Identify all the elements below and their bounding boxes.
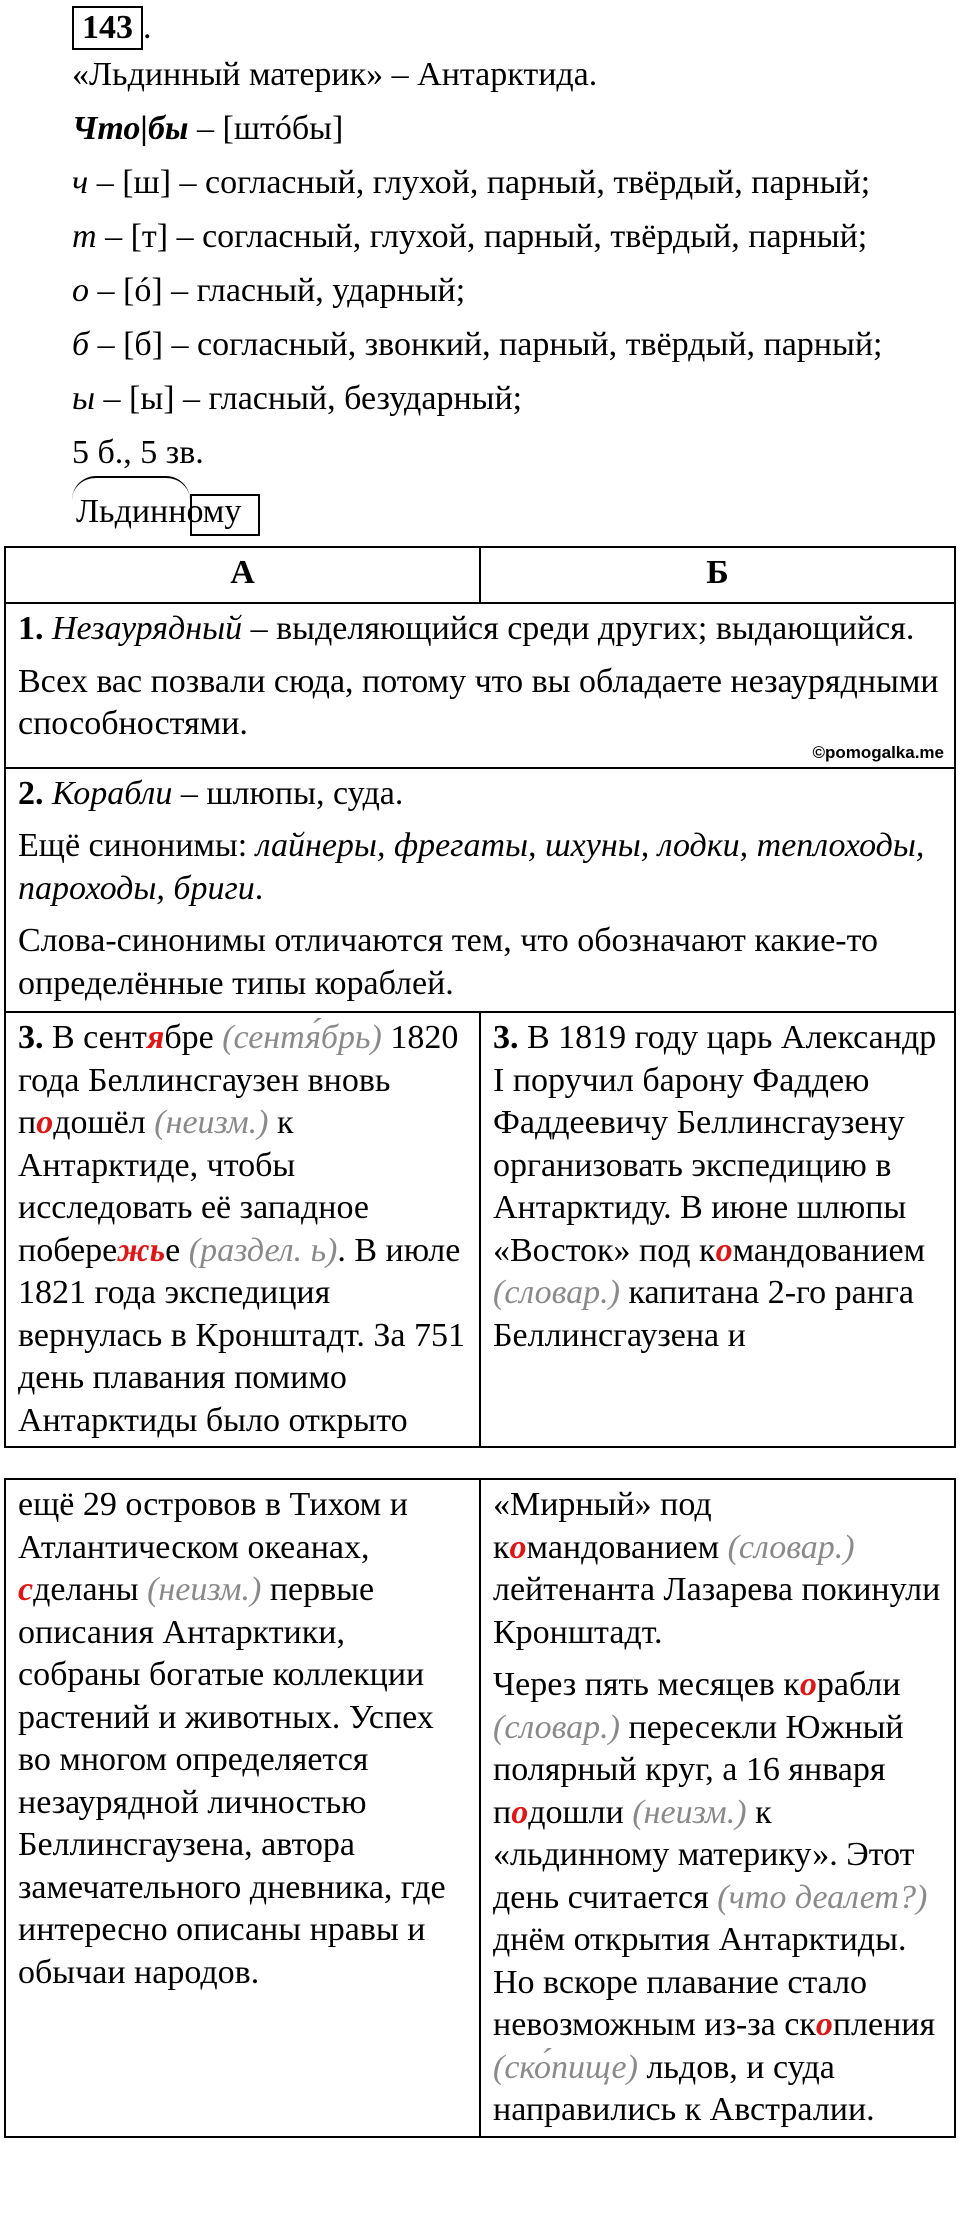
col-header-a: А: [5, 547, 480, 603]
line-word-split: Что|бы – [штóбы]: [72, 110, 344, 147]
task-table-part2: [4, 1478, 956, 2138]
col-header-b: Б: [480, 547, 955, 603]
exercise-header: 143 . «Льдинный материк» – Антарктида. Что|бы – [штóбы] ч – [ш] – согласный, глухой, парный, твёрдый, парный; т – [т] – согласный, глухой, парный, твёрдый, парный; о – [ó] – гласный, ударный; б – [б] – согласный, звонкий, парный, твёрдый, парный; ы – [ы] – гласный, безударный; 5 б., 5 зв.: [72, 0, 952, 480]
row-1-example: Всех вас позвали сюда, потому что вы обладаете незаурядными способностями.: [18, 662, 939, 742]
line-letter-ch: ч – [ш] – согласный, глухой, парный, твёрдый, парный;: [72, 164, 871, 201]
row-4-col-b: «Мирный» под командованием (словар.) лейтенанта Лазарева покинули Кронштадт. Через пять месяцев корабли (словар.) пересекли Южный полярный круг, а 16 января подошли (неизм.) к «льдинному материку». Этот день считается (что деалет?) днём открытия Антарктиды. Но вскоре плавание стало невозможным из-за скопления (ско́пище) льдов, и суда направились к Австралии.: [480, 1479, 955, 2137]
morph-word: Льдинному: [76, 493, 242, 530]
row-3-col-a: 3. В сентябре (сентя́брь) 1820 года Беллинсгаузен вновь подошёл (неизм.) к Антарктиде, чтобы исследовать её западное побережье (раздел. ь). В июле 1821 года экспедиция вернулась в Кронштадт. За 751 день плавания помимо Антарктиды было открыто: [5, 1012, 480, 1447]
row-1: 1. Незаурядный – выделяющийся среди других; выдающийся. Всех вас позвали сюда, потому что вы обладаете незаурядными способностями. ©pomogalka.me: [5, 603, 955, 768]
line-letter-y: ы – [ы] – гласный, безударный;: [72, 380, 523, 417]
line-letter-b: б – [б] – согласный, звонкий, парный, твёрдый, парный;: [72, 326, 883, 363]
watermark: ©pomogalka.me: [812, 742, 944, 762]
line-letter-o: о – [ó] – гласный, ударный;: [72, 272, 466, 309]
line-count: 5 б., 5 зв.: [72, 434, 204, 471]
row-3-col-b: 3. В 1819 году царь Александр I поручил барону Фаддею Фаддеевичу Беллинсгаузену организовать экспедицию в Антарктиду. В июне шлюпы «Восток» под командованием (словар.) капитана 2-го ранга Беллинсгаузена и: [480, 1012, 955, 1447]
line-title: «Льдинный материк» – Антарктида.: [72, 56, 598, 93]
row-2: 2. Корабли – шлюпы, суда. Ещё синонимы: лайнеры, фрегаты, шхуны, лодки, теплоходы, пароходы, бриги. Слова-синонимы отличаются тем, что обозначают какие-то определённые типы кораблей.: [5, 768, 955, 1013]
exercise-number: 143: [72, 6, 143, 50]
line-letter-t: т – [т] – согласный, глухой, парный, твёрдый, парный;: [72, 218, 868, 255]
task-table-part1: [4, 546, 956, 1448]
row-4-col-a: ещё 29 островов в Тихом и Атлантическом океанах, сделаны (неизм.) первые описания Антарктики, собраны богатые коллекции растений и животных. Успех во многом определяется незаурядной личностью Беллинсгаузена, автора замечательного дневника, где интересно описаны нравы и обычаи народов.: [5, 1479, 480, 2137]
row-2-note: Слова-синонимы отличаются тем, что обозначают какие-то определённые типы кораблей.: [18, 922, 879, 1002]
